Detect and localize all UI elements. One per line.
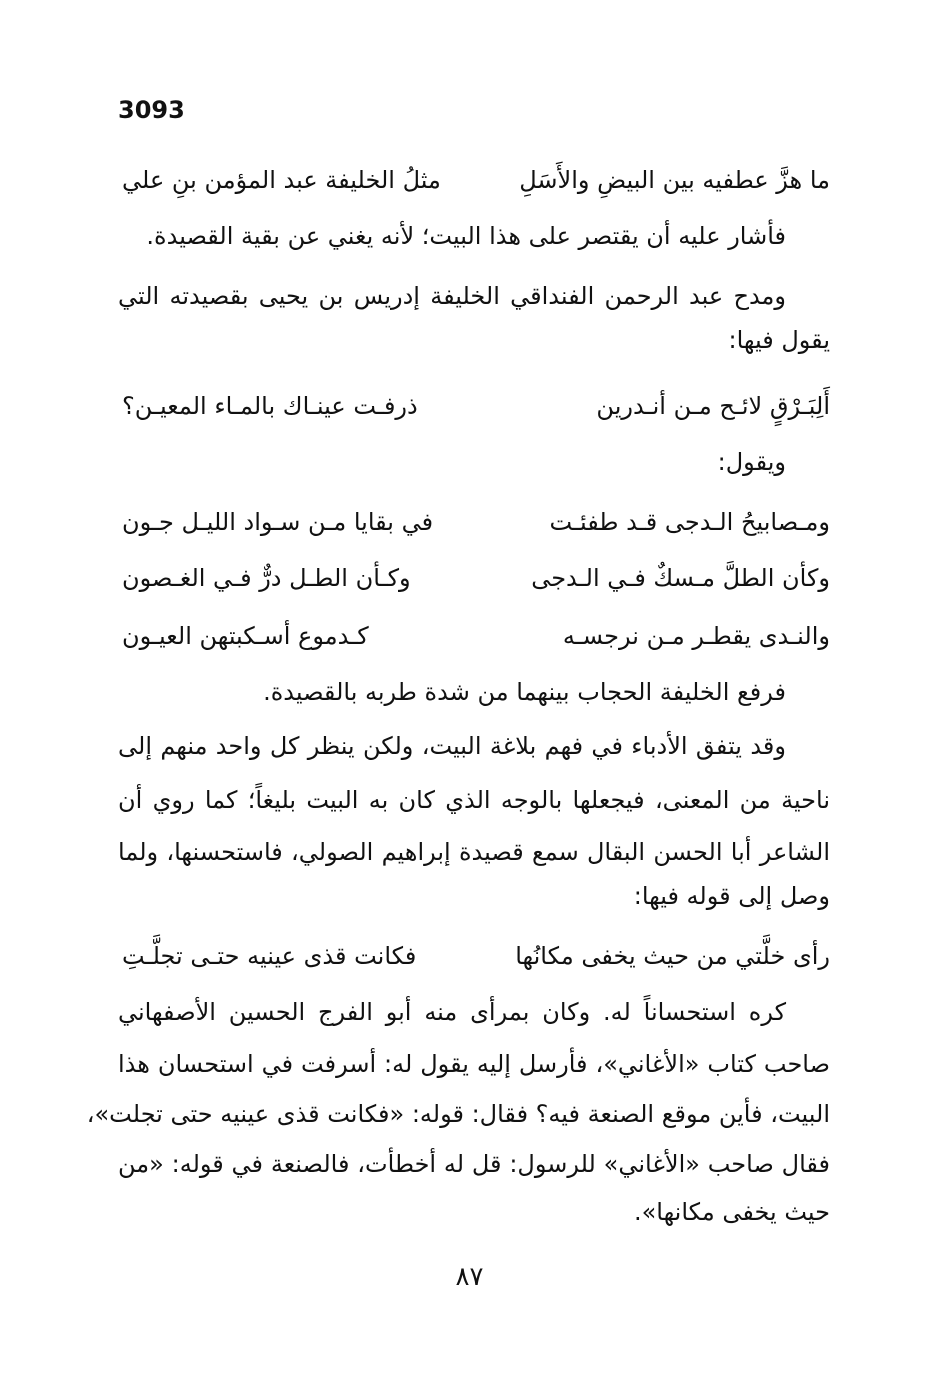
paragraph-line: ومدح عبد الرحمن الفنداقي الخليفة إدريس بن يحيى بقصيدته التي: [118, 282, 786, 310]
paragraph-line: حيث يخفى مكانها».: [633, 1198, 830, 1226]
paragraph-line: صاحب كتاب «الأغاني»، فأرسل إليه يقول له: أسرفت في استحسان هذا: [118, 1050, 830, 1078]
paragraph-line: فرفع الخليفة الحجاب بينهما من شدة طربه بالقصيدة.: [263, 678, 786, 706]
poem-verse: [118, 496, 830, 548]
poem-verse: [118, 154, 830, 206]
verse-first-hemistich: وكأن الطلَّ مـسكٌ فـي الـدجى: [531, 564, 830, 592]
poem-verse: [118, 930, 830, 982]
reference-number: 3093: [118, 96, 185, 124]
paragraph-line: كره استحساناً له. وكان بمرأى منه أبو الفرج الحسين الأصفهاني: [118, 998, 786, 1026]
paragraph-line: الشاعر أبا الحسن البقال سمع قصيدة إبراهيم الصولي، فاستحسنها، ولما: [118, 838, 830, 866]
paragraph-line: فأشار عليه أن يقتصر على هذا البيت؛ لأنه يغني عن بقية القصيدة.: [146, 222, 786, 250]
verse-first-hemistich: ومـصابيحُ الـدجى قـد طفئـت: [549, 508, 830, 536]
verse-second-hemistich: فكانت قذى عينيه حتـى تجلَّـتِ: [122, 942, 417, 970]
paragraph-line: ناحية من المعنى، فيجعلها بالوجه الذي كان به البيت بليغاً؛ كما روي أن: [118, 786, 830, 814]
poem-verse: [118, 610, 830, 662]
verse-second-hemistich: كـدموع أسـكبتهن العيـون: [122, 622, 369, 650]
verse-first-hemistich: أَلِبَـرْقٍ لائـح مـن أنـدرين: [596, 392, 830, 420]
poem-verse: [118, 380, 830, 432]
paragraph-line: يقول فيها:: [728, 326, 830, 354]
page-number: ٨٧: [455, 1262, 484, 1292]
paragraph-line: وقد يتفق الأدباء في فهم بلاغة البيت، ولكن ينظر كل واحد منهم إلى: [118, 732, 786, 760]
verse-first-hemistich: والنـدى يقطـر مـن نرجسـه: [562, 622, 830, 650]
verse-second-hemistich: وكـأن الطـل درٌّ فـي الغـصون: [122, 564, 411, 592]
verse-first-hemistich: رأى خلَّتي من حيث يخفى مكانُها: [515, 942, 830, 970]
poem-verse: [118, 552, 830, 604]
verse-second-hemistich: ذرفـت عينـاك بالمـاء المعيـن؟: [122, 392, 418, 420]
paragraph-line: البيت، فأين موقع الصنعة فيه؟ فقال: قوله: «فكانت قذى عينيه حتى تجلت»،: [86, 1100, 830, 1128]
paragraph-line: ويقول:: [717, 448, 786, 476]
verse-second-hemistich: مثلُ الخليفة عبد المؤمن بنِ علي: [122, 166, 441, 194]
verse-first-hemistich: ما هزَّ عطفيه بين البيضِ والأَسَلِ: [519, 166, 830, 194]
paragraph-line: فقال صاحب «الأغاني» للرسول: قل له أخطأت، فالصنعة في قوله: «من: [118, 1150, 830, 1178]
verse-second-hemistich: في بقايا مـن سـواد الليـل جـون: [122, 508, 434, 536]
paragraph-line: وصل إلى قوله فيها:: [633, 882, 830, 910]
